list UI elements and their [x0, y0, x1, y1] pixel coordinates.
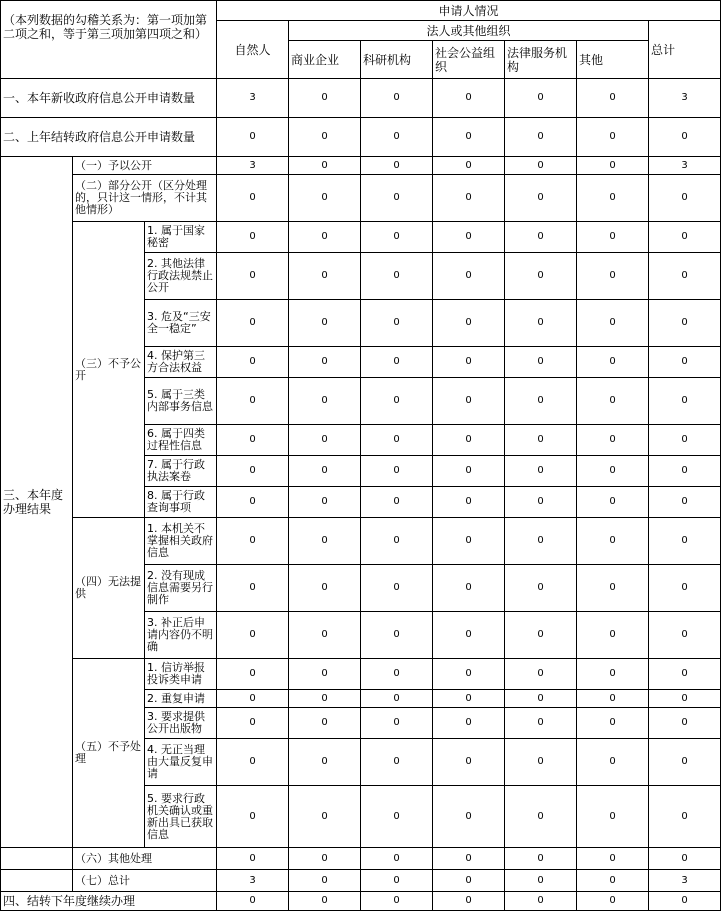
- section-3-label: 三、本年度办理结果: [1, 157, 73, 848]
- value-cell: 0: [505, 565, 577, 612]
- value-cell: 0: [217, 347, 289, 378]
- value-cell: 0: [505, 612, 577, 659]
- row-label: 4. 无正当理由大量反复申请: [145, 739, 217, 786]
- row-label: 1. 本机关不掌握相关政府信息: [145, 518, 217, 565]
- value-cell: 0: [433, 79, 505, 118]
- legal-group-header: 法人或其他组织: [289, 21, 649, 41]
- table-row: [1, 157, 721, 175]
- value-cell: 0: [649, 708, 721, 739]
- value-cell: 0: [577, 518, 649, 565]
- value-cell: 0: [505, 456, 577, 487]
- value-cell: 0: [433, 870, 505, 892]
- table-row: [1, 175, 721, 222]
- row-label: 1. 信访举报投诉类申请: [145, 659, 217, 690]
- value-cell: 0: [361, 157, 433, 175]
- value-cell: 0: [577, 425, 649, 456]
- group-4-label: （四）无法提供: [73, 518, 145, 659]
- value-cell: 3: [217, 870, 289, 892]
- table-row: [1, 222, 721, 253]
- value-cell: 0: [217, 118, 289, 157]
- value-cell: 0: [289, 118, 361, 157]
- value-cell: 0: [577, 222, 649, 253]
- value-cell: 0: [505, 848, 577, 870]
- value-cell: 0: [361, 892, 433, 911]
- row-label: 3. 要求提供公开出版物: [145, 708, 217, 739]
- value-cell: 0: [433, 518, 505, 565]
- col-commercial-header: 商业企业: [289, 41, 361, 79]
- row-label: 3. 补正后申请内容仍不明确: [145, 612, 217, 659]
- table-row: [1, 79, 721, 118]
- row-label: 4. 保护第三方合法权益: [145, 347, 217, 378]
- value-cell: 0: [217, 659, 289, 690]
- value-cell: 0: [361, 739, 433, 786]
- value-cell: 0: [649, 518, 721, 565]
- value-cell: 0: [649, 848, 721, 870]
- value-cell: 0: [217, 487, 289, 518]
- value-cell: 0: [577, 487, 649, 518]
- value-cell: 0: [577, 253, 649, 300]
- value-cell: 0: [217, 848, 289, 870]
- value-cell: 0: [289, 892, 361, 911]
- value-cell: 0: [289, 347, 361, 378]
- value-cell: 0: [649, 300, 721, 347]
- value-cell: 0: [289, 690, 361, 708]
- value-cell: 0: [433, 300, 505, 347]
- value-cell: 0: [361, 378, 433, 425]
- value-cell: 0: [577, 347, 649, 378]
- value-cell: 0: [433, 487, 505, 518]
- row-label: 8. 属于行政查询事项: [145, 487, 217, 518]
- value-cell: 0: [505, 659, 577, 690]
- row-label: （七）总计: [73, 870, 217, 892]
- applicant-situation-header: 申请人情况: [217, 1, 721, 21]
- value-cell: 0: [433, 848, 505, 870]
- value-cell: 0: [577, 690, 649, 708]
- value-cell: 0: [433, 708, 505, 739]
- value-cell: 0: [505, 347, 577, 378]
- value-cell: 0: [577, 892, 649, 911]
- value-cell: 0: [649, 659, 721, 690]
- value-cell: 0: [505, 487, 577, 518]
- value-cell: 3: [649, 157, 721, 175]
- value-cell: 0: [505, 175, 577, 222]
- value-cell: 0: [433, 175, 505, 222]
- row-label: （二）部分公开（区分处理的，只计这一情形，不计其他情形）: [73, 175, 217, 222]
- value-cell: 0: [361, 565, 433, 612]
- row-label: 2. 重复申请: [145, 690, 217, 708]
- empty-cell: [1, 870, 73, 892]
- value-cell: 0: [649, 425, 721, 456]
- value-cell: 0: [577, 157, 649, 175]
- value-cell: 0: [505, 378, 577, 425]
- value-cell: 0: [361, 518, 433, 565]
- value-cell: 0: [289, 870, 361, 892]
- value-cell: 0: [433, 378, 505, 425]
- value-cell: 0: [361, 708, 433, 739]
- value-cell: 0: [217, 518, 289, 565]
- value-cell: 0: [577, 118, 649, 157]
- empty-cell: [1, 848, 73, 870]
- table-row: [1, 870, 721, 892]
- value-cell: 0: [361, 612, 433, 659]
- total-header: 总计: [649, 21, 721, 79]
- value-cell: 0: [289, 157, 361, 175]
- value-cell: 0: [577, 378, 649, 425]
- value-cell: 0: [649, 378, 721, 425]
- value-cell: 0: [649, 892, 721, 911]
- value-cell: 0: [577, 79, 649, 118]
- value-cell: 0: [361, 690, 433, 708]
- value-cell: 0: [217, 253, 289, 300]
- value-cell: 3: [217, 157, 289, 175]
- value-cell: 0: [649, 487, 721, 518]
- group-5-label: （五）不予处理: [73, 659, 145, 848]
- value-cell: 0: [577, 175, 649, 222]
- col-research-header: 科研机构: [361, 41, 433, 79]
- value-cell: 0: [433, 892, 505, 911]
- value-cell: 0: [361, 175, 433, 222]
- value-cell: 0: [433, 425, 505, 456]
- value-cell: 0: [577, 300, 649, 347]
- row-label: 3. 危及“三安全一稳定”: [145, 300, 217, 347]
- value-cell: 0: [361, 659, 433, 690]
- value-cell: 0: [649, 690, 721, 708]
- table-row: [1, 848, 721, 870]
- table-row: [1, 892, 721, 911]
- value-cell: 0: [289, 487, 361, 518]
- value-cell: 0: [505, 708, 577, 739]
- value-cell: 0: [361, 118, 433, 157]
- row-label: 5. 属于三类内部事务信息: [145, 378, 217, 425]
- value-cell: 0: [289, 786, 361, 848]
- value-cell: 0: [217, 565, 289, 612]
- header-note: （本列数据的勾稽关系为：第一项加第二项之和，等于第三项加第四项之和）: [1, 1, 217, 79]
- value-cell: 0: [505, 870, 577, 892]
- value-cell: 0: [217, 612, 289, 659]
- value-cell: 0: [649, 739, 721, 786]
- value-cell: 0: [577, 708, 649, 739]
- value-cell: 0: [433, 157, 505, 175]
- col-legal-service-header: 法律服务机构: [505, 41, 577, 79]
- value-cell: 0: [433, 612, 505, 659]
- value-cell: 0: [289, 175, 361, 222]
- row-label: （一）予以公开: [73, 157, 217, 175]
- value-cell: 0: [361, 487, 433, 518]
- value-cell: 0: [217, 425, 289, 456]
- col-public-welfare-header: 社会公益组织: [433, 41, 505, 79]
- value-cell: 0: [289, 708, 361, 739]
- col-other-header: 其他: [577, 41, 649, 79]
- table-row: [1, 118, 721, 157]
- row-label: 二、上年结转政府信息公开申请数量: [1, 118, 217, 157]
- value-cell: 0: [505, 425, 577, 456]
- value-cell: 0: [433, 253, 505, 300]
- value-cell: 0: [361, 870, 433, 892]
- value-cell: 0: [577, 659, 649, 690]
- value-cell: 0: [217, 300, 289, 347]
- value-cell: 0: [361, 222, 433, 253]
- value-cell: 0: [505, 222, 577, 253]
- value-cell: 0: [217, 892, 289, 911]
- value-cell: 0: [433, 659, 505, 690]
- value-cell: 0: [433, 690, 505, 708]
- value-cell: 0: [289, 378, 361, 425]
- value-cell: 0: [505, 253, 577, 300]
- value-cell: 0: [289, 518, 361, 565]
- value-cell: 0: [577, 612, 649, 659]
- value-cell: 0: [361, 347, 433, 378]
- group-3-label: （三）不予公开: [73, 222, 145, 518]
- value-cell: 0: [217, 708, 289, 739]
- value-cell: 0: [433, 456, 505, 487]
- value-cell: 0: [649, 565, 721, 612]
- value-cell: 0: [505, 892, 577, 911]
- value-cell: 0: [649, 347, 721, 378]
- value-cell: 0: [577, 848, 649, 870]
- value-cell: 0: [217, 378, 289, 425]
- value-cell: 0: [505, 79, 577, 118]
- row-label: 6. 属于四类过程性信息: [145, 425, 217, 456]
- value-cell: 0: [217, 456, 289, 487]
- row-label: 一、本年新收政府信息公开申请数量: [1, 79, 217, 118]
- value-cell: 0: [433, 565, 505, 612]
- value-cell: 0: [433, 222, 505, 253]
- value-cell: 0: [289, 565, 361, 612]
- value-cell: 0: [289, 612, 361, 659]
- value-cell: 0: [289, 739, 361, 786]
- table-row: [1, 659, 721, 690]
- value-cell: 0: [361, 456, 433, 487]
- value-cell: 0: [217, 739, 289, 786]
- row-label: 1. 属于国家秘密: [145, 222, 217, 253]
- row-label: 2. 没有现成信息需要另行制作: [145, 565, 217, 612]
- value-cell: 0: [649, 175, 721, 222]
- value-cell: 3: [217, 79, 289, 118]
- value-cell: 0: [289, 425, 361, 456]
- row-label: 四、结转下年度继续办理: [1, 892, 217, 911]
- value-cell: 0: [217, 222, 289, 253]
- row-label: 7. 属于行政执法案卷: [145, 456, 217, 487]
- value-cell: 0: [217, 690, 289, 708]
- value-cell: 0: [289, 848, 361, 870]
- row-label: 5. 要求行政机关确认或重新出具已获取信息: [145, 786, 217, 848]
- value-cell: 0: [505, 300, 577, 347]
- value-cell: 0: [649, 456, 721, 487]
- value-cell: 0: [361, 425, 433, 456]
- value-cell: 0: [433, 118, 505, 157]
- value-cell: 0: [361, 786, 433, 848]
- value-cell: 0: [505, 739, 577, 786]
- value-cell: 0: [289, 659, 361, 690]
- natural-person-header: 自然人: [217, 21, 289, 79]
- value-cell: 0: [577, 456, 649, 487]
- value-cell: 0: [577, 565, 649, 612]
- value-cell: 3: [649, 870, 721, 892]
- value-cell: 0: [649, 222, 721, 253]
- value-cell: 0: [433, 739, 505, 786]
- value-cell: 0: [361, 300, 433, 347]
- value-cell: 0: [505, 118, 577, 157]
- table-row: [1, 518, 721, 565]
- value-cell: 0: [217, 175, 289, 222]
- value-cell: 0: [361, 253, 433, 300]
- value-cell: 0: [289, 456, 361, 487]
- value-cell: 0: [577, 786, 649, 848]
- value-cell: 0: [649, 612, 721, 659]
- value-cell: 0: [289, 253, 361, 300]
- row-label: （六）其他处理: [73, 848, 217, 870]
- value-cell: 0: [361, 79, 433, 118]
- value-cell: 3: [649, 79, 721, 118]
- value-cell: 0: [361, 848, 433, 870]
- value-cell: 0: [289, 222, 361, 253]
- value-cell: 0: [649, 253, 721, 300]
- value-cell: 0: [505, 690, 577, 708]
- value-cell: 0: [649, 118, 721, 157]
- value-cell: 0: [433, 347, 505, 378]
- value-cell: 0: [505, 157, 577, 175]
- value-cell: 0: [505, 786, 577, 848]
- value-cell: 0: [217, 786, 289, 848]
- value-cell: 0: [577, 739, 649, 786]
- value-cell: 0: [433, 786, 505, 848]
- value-cell: 0: [505, 518, 577, 565]
- value-cell: 0: [289, 300, 361, 347]
- value-cell: 0: [577, 870, 649, 892]
- value-cell: 0: [289, 79, 361, 118]
- row-label: 2. 其他法律行政法规禁止公开: [145, 253, 217, 300]
- value-cell: 0: [649, 786, 721, 848]
